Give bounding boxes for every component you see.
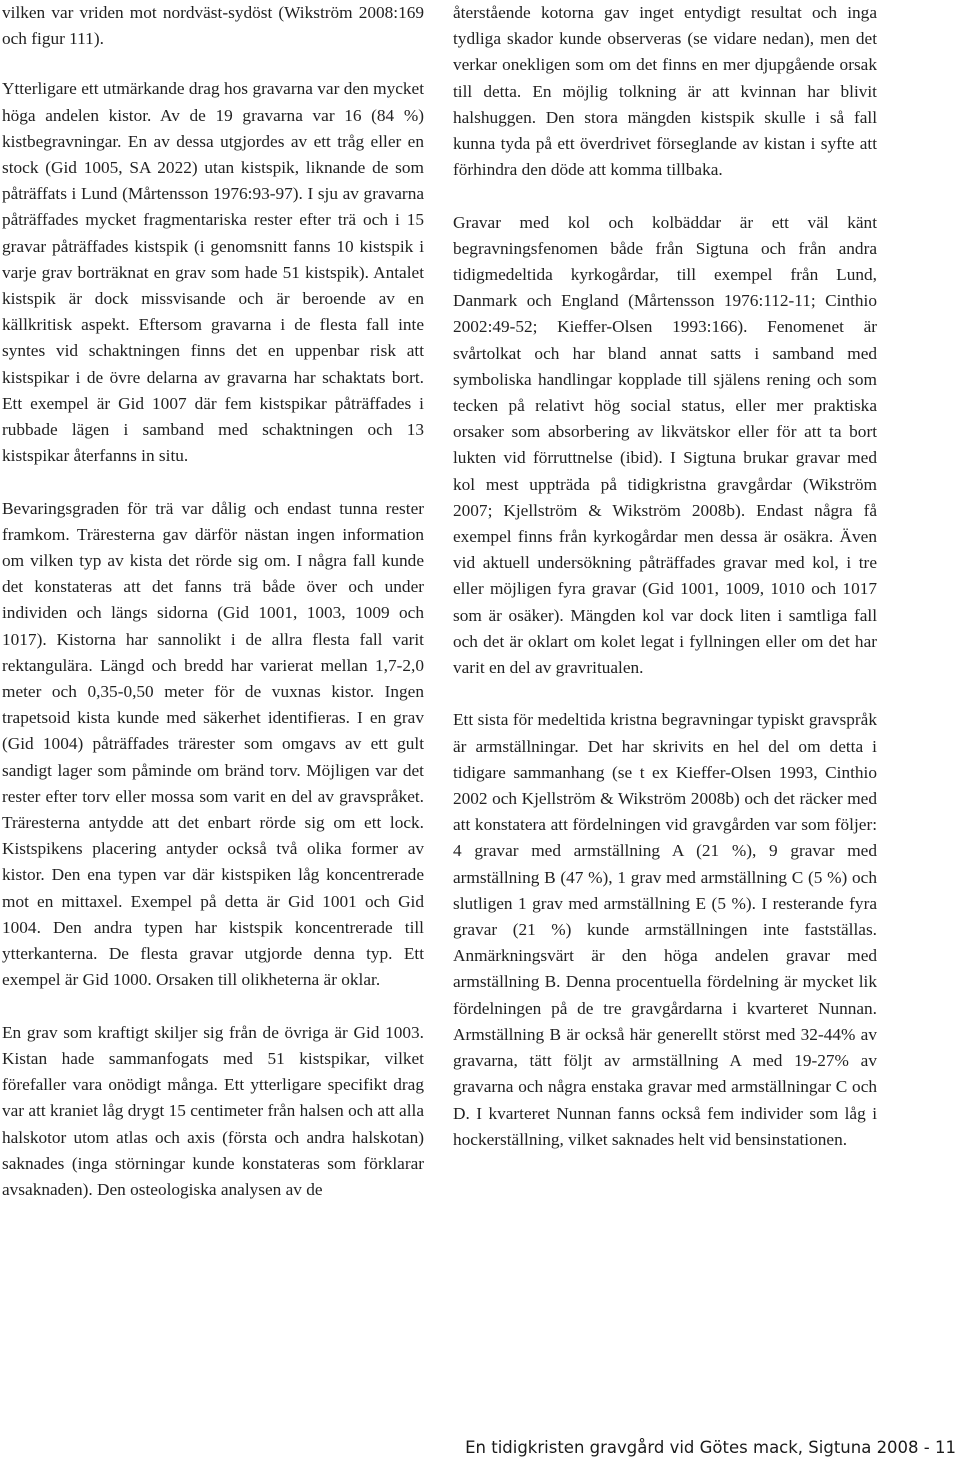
paragraph: En grav som kraftigt skiljer sig från de övriga är Gid 1003. Kistan hade sammanfogats med 51 kistspikar, vilket förefaller vara onödigt många. Ett ytterligare specifikt drag var att kraniet låg drygt 15 centimeter från halsen och att alla halskotor utom atlas och axis (första och andra halskotan) saknades (inga störningar kunde konstateras som förklarar avsaknaden). Den osteologiska analysen av de: [2, 1022, 424, 1199]
paragraph: Bevaringsgraden för trä var dålig och endast tunna rester framkom. Träresterna gav därför nästan ingen information om vilken typ av kista det rörde sig om. I några fall kunde det konstateras att det fanns trä både över och under individen och längs sidorna (Gid 1001, 1003, 1009 och 1017). Kistorna har sannolikt i de allra flesta fall varit rektangulära. Längd och bredd har varierat mellan 1,7-2,0 meter och 0,35-0,50 meter för de vuxnas kistor. Ingen trapetsoid kista kunde med säkerhet identifieras. I en grav (Gid 1004) påträffades trärester som omgavs av ett gult sandigt lager som påminde om bränd torv. Möjligen var det rester efter torv eller mossa som varit en del av gravspråket. Träresterna antydde att det enbart rörde sig om ett lock. Kistspikens placering antyder också två olika former av kistor. Den ena typen var där kistspiken låg koncentrerade mot en mittaxel. Exempel på detta är Gid 1001 och Gid 1004. Den andra typen har kistspik koncentrerade till ytterkanterna. De flesta gravar utgjorde denna typ. Ett exempel är Gid 1000. Orsaken till olikheterna är oklar.: [2, 498, 424, 990]
paragraph: Ytterligare ett utmärkande drag hos gravarna var den mycket höga andelen kistor. Av de 19 gravarna var 16 (84 %) kistbegravningar. En av dessa utgjordes av ett tråg eller en stock (Gid 1005, SA 2022) utan kistspik, liknande de som påträffats i Lund (Mårtensson 1976:93-97). I sju av gravarna påträffades mycket fragmentariska rester efter trä och i 15 gravar påträffades kistspik (i genomsnitt fanns 10 kistspik i varje grav borträknat en grav som hade 51 kistspik). Antalet kistspik är dock missvisande och är beroende av en källkritisk aspekt. Eftersom gravarna i de flesta fall inte syntes vid schaktningen finns det en uppenbar risk att kistspikar i de övre delarna av gravarna har schaktats bort. Ett exempel är Gid 1007 där fem kistspikar påträffades i rubbade lägen i samband med schaktningen och 13 kistspikar återfanns in situ.: [2, 79, 424, 466]
paragraph: återstående kotorna gav inget entydigt resultat och inga tydliga skador kunde observeras (se vidare nedan), men det verkar onekligen som om det finns en mer djupgående orsak till detta. En möjlig tolkning är att kvinnan har blivit halshuggen. Den stora mängden kistspik skulle i så fall kunna tyda på ett överdrivet förseglande av kistan i syfte att förhindra den döde att komma tillbaka.: [453, 3, 877, 180]
page-footer: En tidigkristen gravgård vid Götes mack, Sigtuna 2008 - 11: [465, 1438, 956, 1457]
paragraph: Gravar med kol och kolbäddar är ett väl känt begravningsfenomen både från Sigtuna och från andra tidigmedeltida kyrkogårdar, till exempel från Lund, Danmark och England (Mårtensson 1976:112-11; Cinthio 2002:49-52; Kieffer-Olsen 1993:166). Fenomenet är svårtolkat och har bland annat satts i samband med symboliska handlingar kopplade till själens rening och som tecken på relativt hög social status, eller mer praktiska orsaker som absorbering av likvätskor eller för att ta bort lukten vid förruttnelse (ibid). I Sigtuna brukar gravar med kol mest uppträda på tidigkristna gravgårdar (Wikström 2007; Kjellström & Wikström 2008b). Endast några få exempel finns från kyrkogårdar men dessa är osäkra. Även vid aktuell undersökning påträffades gravar med kol, i tre eller möjligen fyra gravar (Gid 1001, 1009, 1010 och 1017 som är osäker). Mängden kol var dock liten i samtliga fall och det är oklart om kolet legat i fyllningen eller om det har varit en del av gravritualen.: [453, 212, 877, 678]
paragraph: Ett sista för medeltida kristna begravningar typiskt gravspråk är armställningar. Det har skrivits en hel del om detta i tidigare sammanhang (se t ex Kieffer-Olsen 1993, Cinthio 2002 och Kjellström & Wikström 2008b) och det räcker med att konstatera att fördelningen vid gravgården var som följer: 4 gravar med armställning A (21 %), 9 gravar med armställning B (47 %), 1 grav med armställning C (5 %) och slutligen 1 grav med armställning E (5 %). I resterande fyra gravar (21 %) kunde armställningen inte fastställas. Anmärkningsvärt är den höga andelen gravar med armställning B. Denna procentuella fördelning är mycket lik fördelningen på de tre gravgårdarna i kvarteret Nunnan. Armställning B är också här generellt störst med 32-44% av gravarna, tätt följt av armställning A med 19-27% av gravarna och några enstaka gravar med armställningar C och D. I kvarteret Nunnan fanns också fem individer som låg i hockerställning, vilket saknades helt vid bensinstationen.: [453, 710, 877, 1149]
right-column: [453, 0, 877, 1179]
left-column: [2, 0, 424, 1229]
paragraph: vilken var vriden mot nordväst-sydöst (Wikström 2008:169 och figur 111).: [2, 3, 424, 49]
